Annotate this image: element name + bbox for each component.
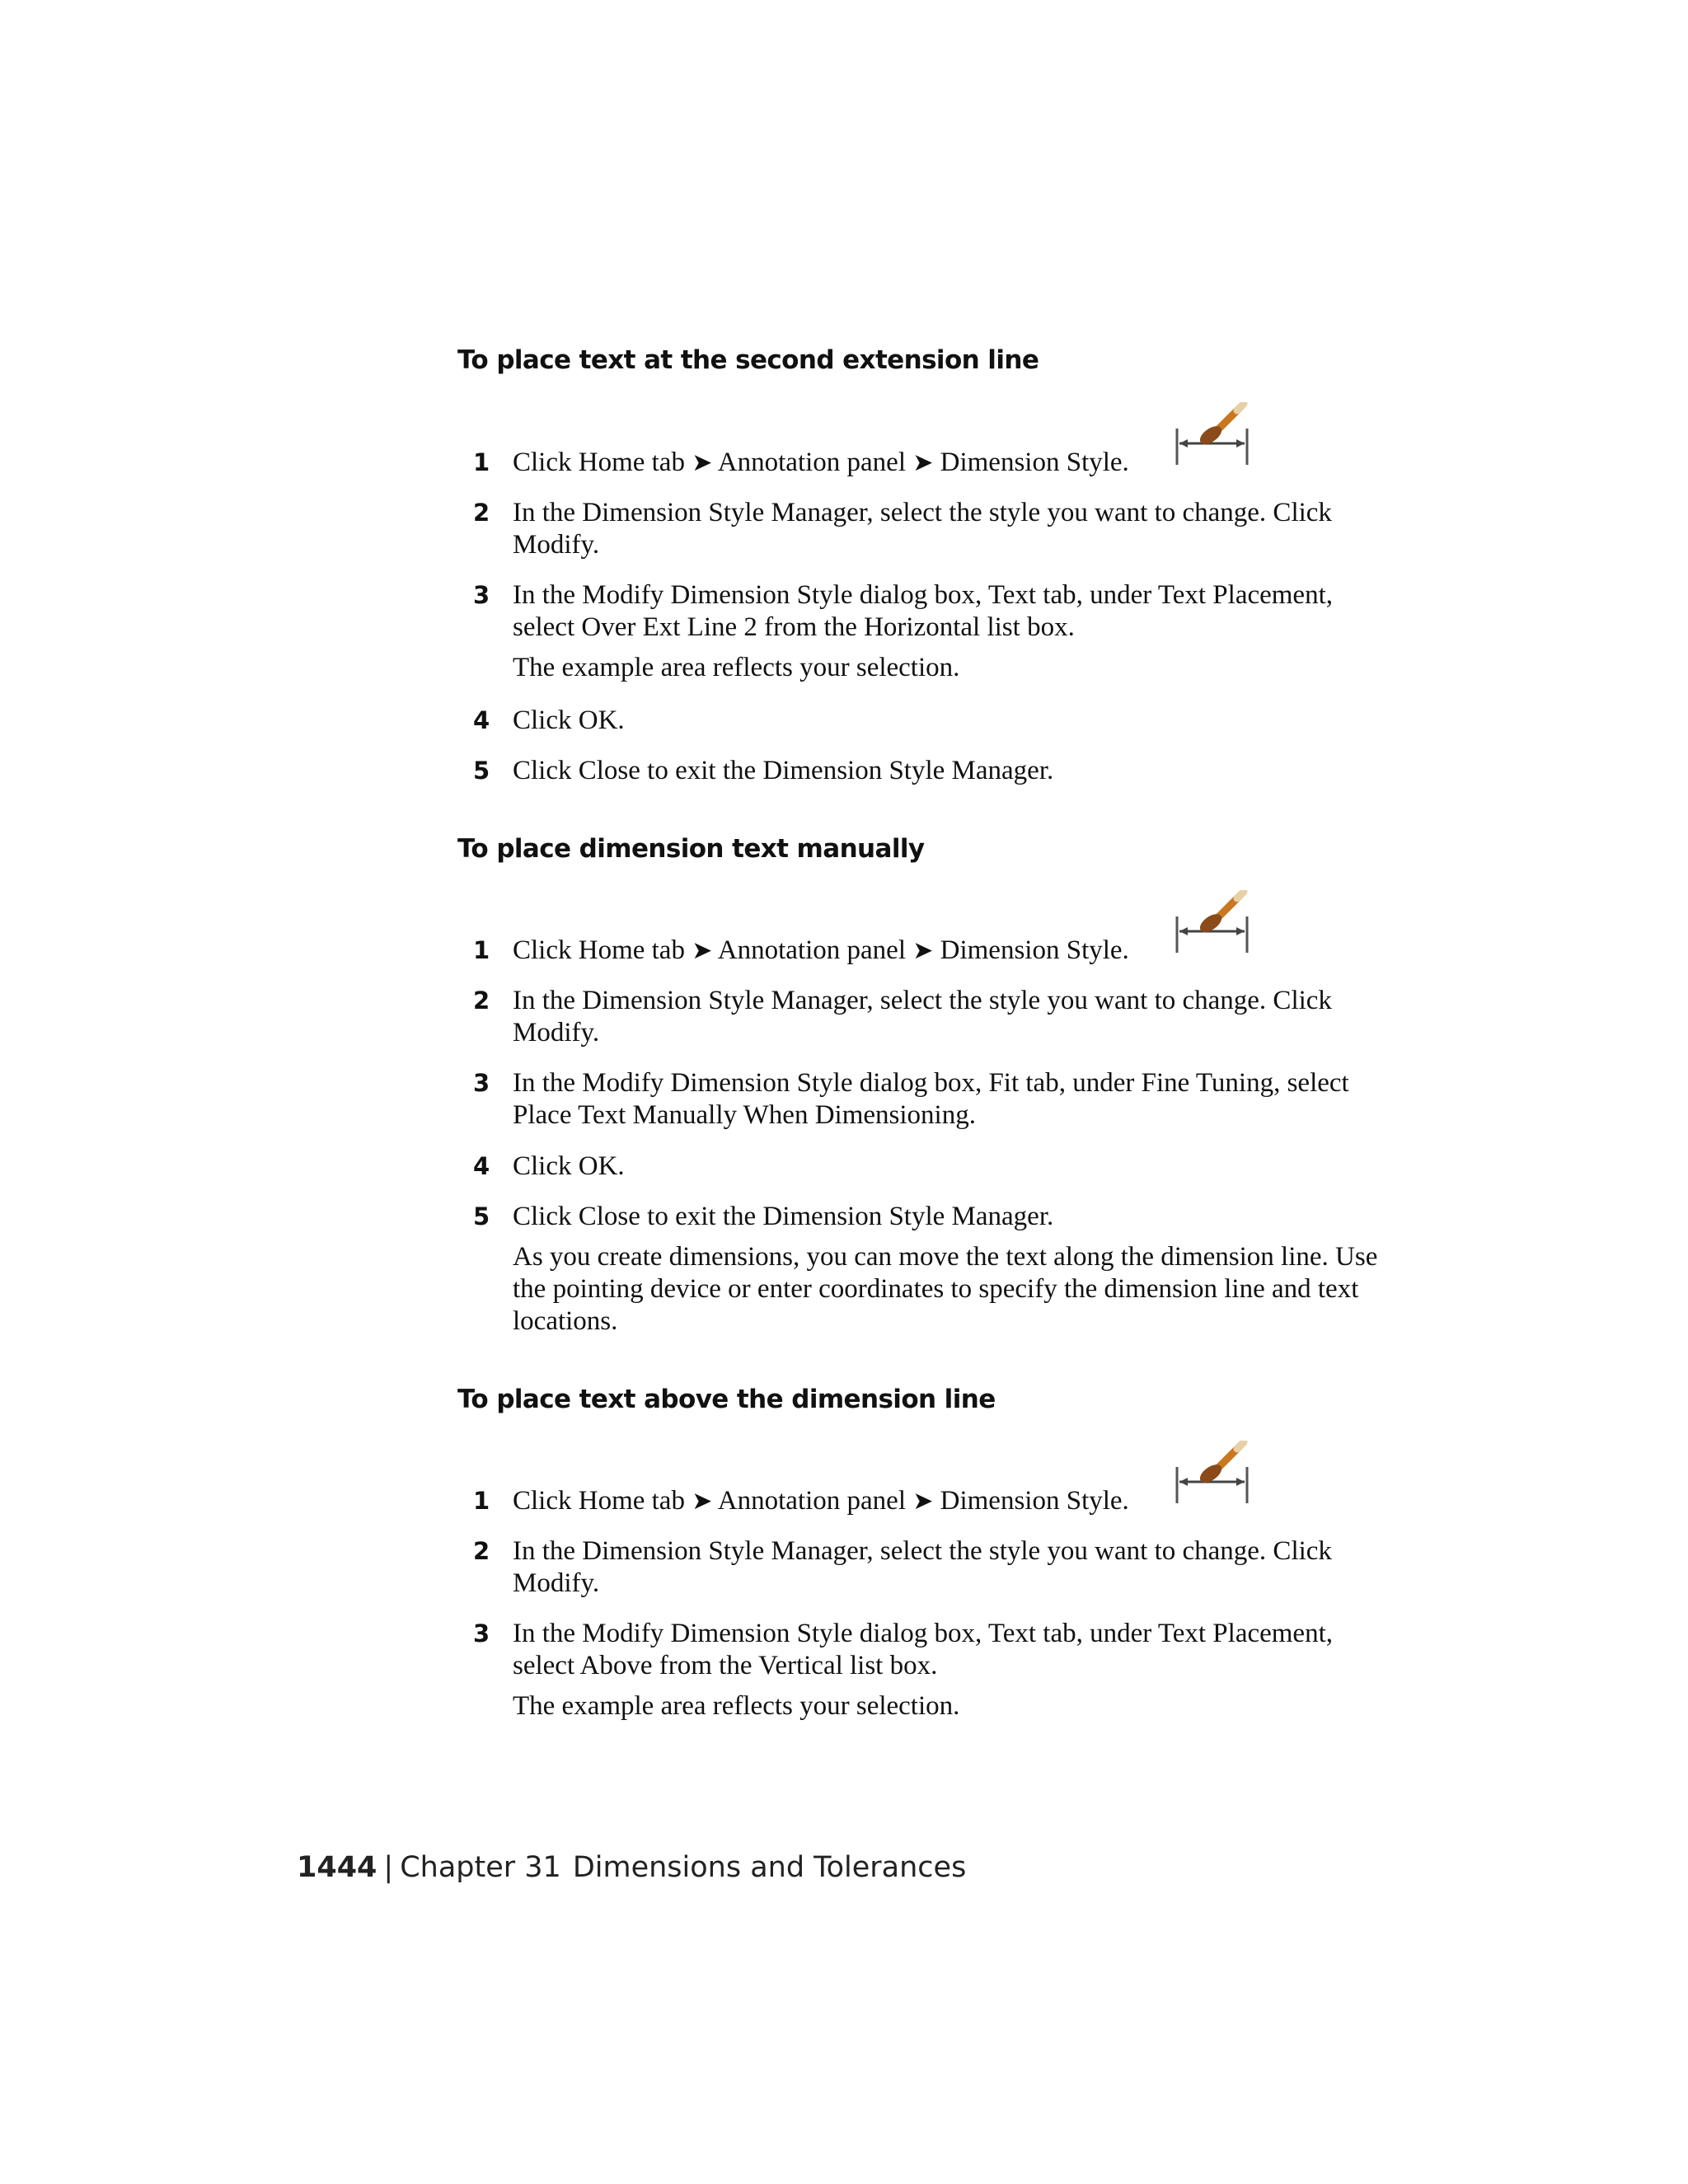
step-number: 3 xyxy=(473,1069,490,1097)
page-number: 1444 xyxy=(297,1851,377,1884)
section-heading: To place text above the dimension line xyxy=(457,1385,996,1414)
chapter-label: Chapter 31 xyxy=(400,1851,561,1884)
step-text xyxy=(513,447,1386,479)
step-number: 1 xyxy=(473,1487,490,1515)
step-note: As you create dimensions, you can move the text along the dimension line. Use the pointing device or enter coordinates to specify the dimension line and text locations. xyxy=(513,1242,1378,1336)
dimension-style-icon xyxy=(1175,402,1250,470)
dimension-style-icon xyxy=(1175,1441,1250,1508)
step-number: 1 xyxy=(473,448,490,476)
section-heading: To place dimension text manually xyxy=(457,834,925,864)
menu-path-part: Dimension Style. xyxy=(940,1486,1129,1516)
menu-path-part: Dimension Style. xyxy=(940,448,1129,477)
step-number: 4 xyxy=(473,1152,490,1180)
step-text: Click OK. xyxy=(513,1151,625,1181)
step-text xyxy=(513,935,1386,967)
step-text: In the Dimension Style Manager, select the style you want to change. Click Modify. xyxy=(513,1536,1332,1598)
step-number: 4 xyxy=(473,706,490,734)
step-text: Click Close to exit the Dimension Style Manager. xyxy=(513,1202,1054,1231)
chapter-title: Dimensions and Tolerances xyxy=(572,1851,967,1884)
menu-path-part: Click Home tab xyxy=(513,935,685,965)
step-number: 5 xyxy=(473,757,490,785)
step-number: 2 xyxy=(473,987,490,1015)
step-text: In the Dimension Style Manager, select the style you want to change. Click Modify. xyxy=(513,498,1332,560)
step-text: In the Modify Dimension Style dialog box, Fit tab, under Fine Tuning, select Place Text Manually When Dimensioning. xyxy=(513,1068,1349,1130)
step-text: In the Modify Dimension Style dialog box, Text tab, under Text Placement, select Above from the Vertical list box. xyxy=(513,1619,1333,1680)
menu-path-part: Annotation panel xyxy=(717,1486,906,1516)
step-number: 2 xyxy=(473,499,490,527)
step-text: In the Dimension Style Manager, select the style you want to change. Click Modify. xyxy=(513,986,1332,1047)
menu-path-part: Annotation panel xyxy=(717,448,906,477)
section-heading: To place text at the second extension line xyxy=(457,345,1039,375)
menu-path-part: Click Home tab xyxy=(513,448,685,477)
menu-path-part: Annotation panel xyxy=(717,935,906,965)
menu-arrow-icon: ➤ xyxy=(912,937,934,964)
menu-arrow-icon: ➤ xyxy=(912,1488,934,1515)
menu-path-part: Click Home tab xyxy=(513,1486,685,1516)
menu-arrow-icon: ➤ xyxy=(692,937,713,964)
step-note: The example area reflects your selection. xyxy=(513,1691,960,1721)
step-text: In the Modify Dimension Style dialog box, Text tab, under Text Placement, select Over Ext Line 2 from the Horizontal list box. xyxy=(513,580,1333,642)
menu-arrow-icon: ➤ xyxy=(692,449,713,476)
step-text xyxy=(513,1485,1386,1517)
dimension-style-icon xyxy=(1175,890,1250,958)
step-text: Click Close to exit the Dimension Style Manager. xyxy=(513,756,1054,785)
step-number: 1 xyxy=(473,936,490,964)
footer-separator: | xyxy=(383,1851,394,1884)
menu-arrow-icon: ➤ xyxy=(912,449,934,476)
menu-path-part: Dimension Style. xyxy=(940,935,1129,965)
step-number: 3 xyxy=(473,1619,490,1647)
menu-arrow-icon: ➤ xyxy=(692,1488,713,1515)
step-number: 3 xyxy=(473,581,490,609)
step-number: 2 xyxy=(473,1537,490,1565)
step-note: The example area reflects your selection. xyxy=(513,653,960,682)
step-number: 5 xyxy=(473,1202,490,1230)
page-footer xyxy=(297,1851,966,1884)
step-text: Click OK. xyxy=(513,705,625,735)
